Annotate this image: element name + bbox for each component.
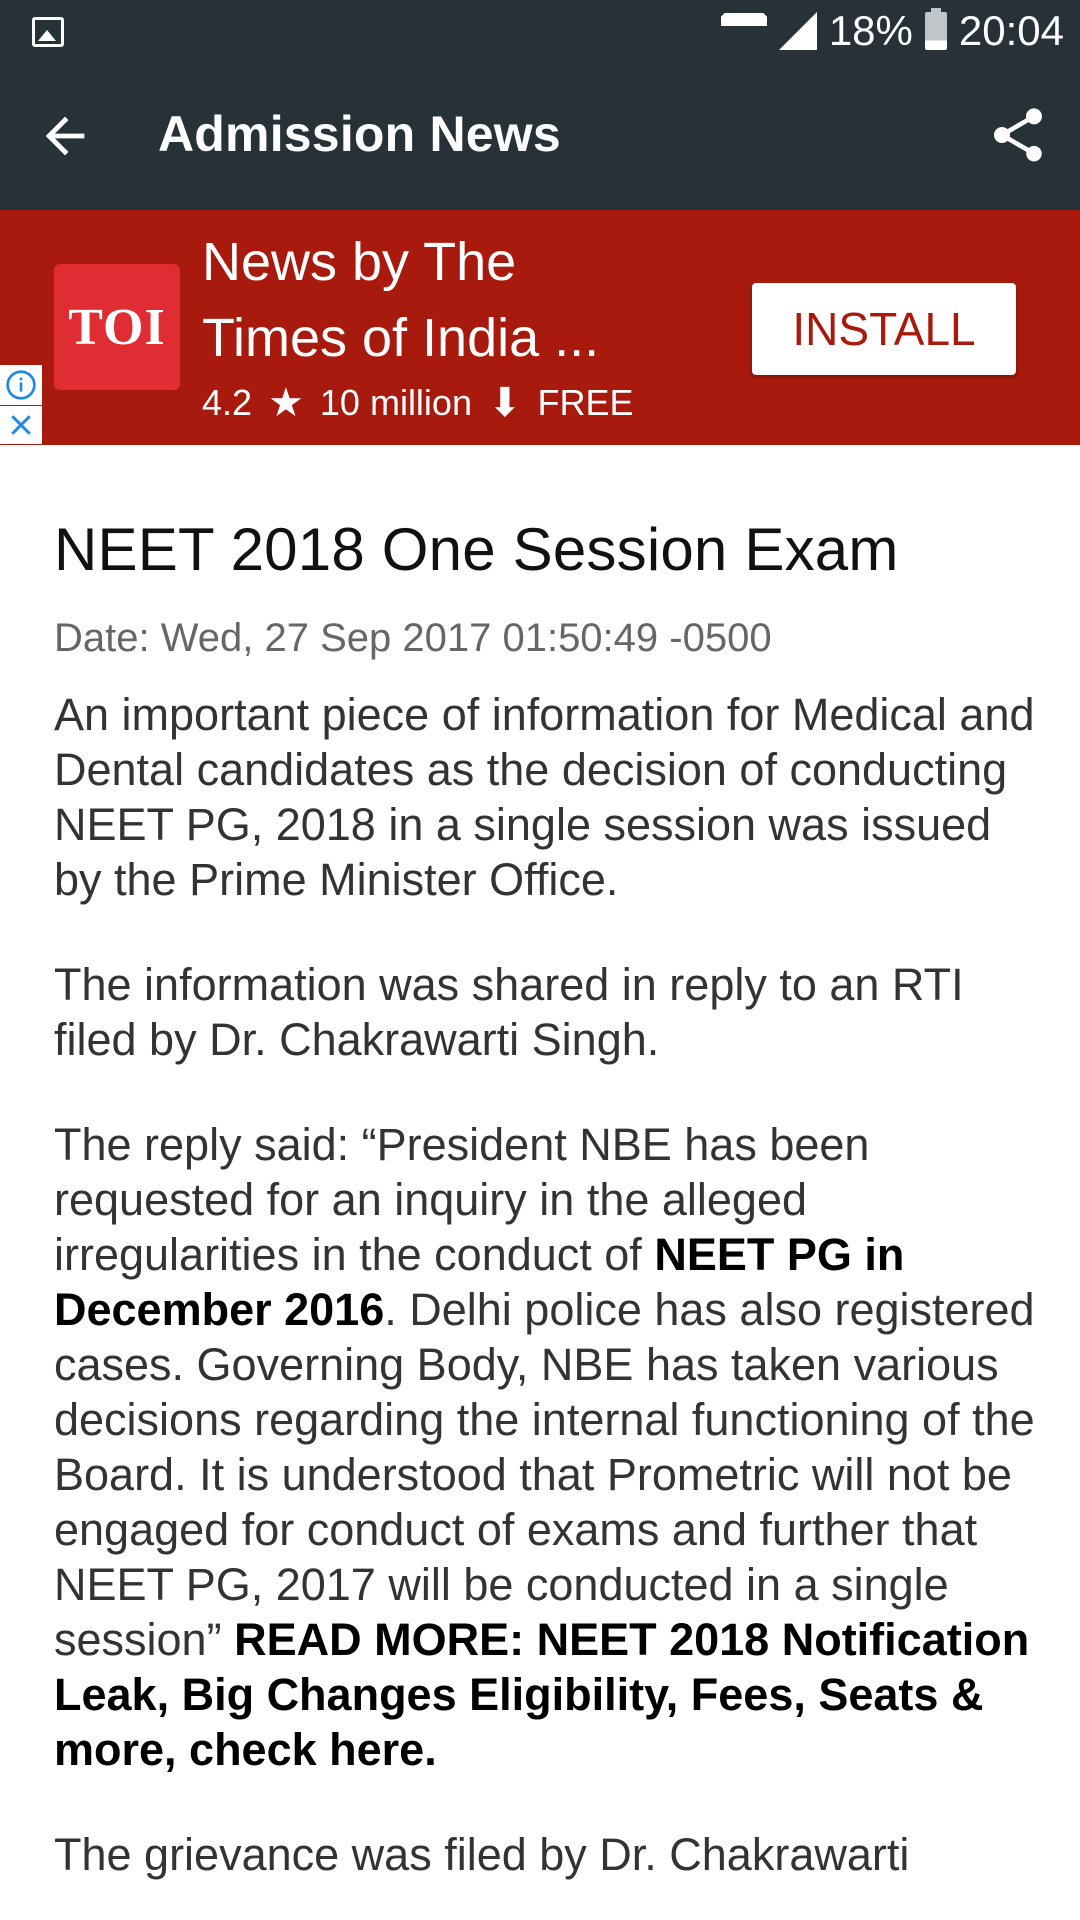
arrow-left-icon <box>36 107 94 165</box>
ad-downloads: 10 million <box>319 382 472 423</box>
app-bar <box>0 63 1080 210</box>
ad-title-line-2: Times of India ... <box>202 308 600 368</box>
clock: 20:04 <box>958 7 1064 54</box>
battery-percent: 18% <box>828 7 913 54</box>
toi-logo: TOI <box>54 264 180 390</box>
article-headline: NEET 2018 One Session Exam <box>54 516 899 583</box>
status-indicators <box>721 6 1064 56</box>
ad-rating: 4.2 <box>202 382 253 423</box>
page-title: Admission News <box>158 106 561 162</box>
article-paragraph-2: The information was shared in reply to an RTI filed by Dr. Chakrawarti Singh. <box>54 959 964 1065</box>
ad-title <box>202 224 722 376</box>
share-icon <box>986 103 1050 167</box>
paragraph-text: . Delhi police has also registered cases. Governing Body, NBE has taken various decisions regarding the internal functioning of the Board. It is understood that Prometric will not be engaged for conduct of exams and further that NEET PG, 2017 will be conducted in a single session” <box>54 1284 1035 1665</box>
install-button[interactable]: INSTALL <box>752 283 1016 375</box>
download-icon: ⬇ <box>487 381 522 425</box>
battery-icon <box>925 12 947 50</box>
article-date: Date: Wed, 27 Sep 2017 01:50:49 -0500 <box>54 616 772 660</box>
star-icon: ★ <box>268 381 304 425</box>
cell-signal-icon <box>779 12 817 50</box>
read-more-link[interactable]: READ MORE: NEET 2018 Notification Leak, Big Changes Eligibility, Fees, Seats & more, check here. <box>54 1614 1030 1775</box>
ad-close-button[interactable] <box>0 406 42 444</box>
paragraph-text: The reply said: “President NBE has been requested for an inquiry in the alleged irregularities in the conduct of <box>54 1119 870 1280</box>
article <box>54 445 1044 1882</box>
article-paragraph-4: The grievance was filed by Dr. Chakrawarti <box>54 1829 910 1880</box>
ad-title-line-1: News by The <box>202 232 517 292</box>
ad-banner[interactable] <box>0 210 1080 445</box>
share-button[interactable] <box>986 103 1050 167</box>
close-icon <box>6 410 36 440</box>
wifi-icon <box>721 13 767 49</box>
article-paragraph-3 <box>54 1117 1044 1777</box>
ad-price: FREE <box>537 382 634 423</box>
article-paragraph-1: An important piece of information for Medical and Dental candidates as the decision of conducting NEET PG, 2018 in a single session was issued by the Prime Minister Office. <box>54 689 1035 905</box>
bold-link-neet-pg[interactable]: NEET PG in December 2016 <box>54 1229 905 1335</box>
back-button[interactable] <box>36 107 110 167</box>
image-notification-icon <box>32 17 64 47</box>
ad-info-button[interactable] <box>0 365 42 405</box>
ad-meta <box>202 380 634 426</box>
info-icon <box>5 369 37 401</box>
status-bar <box>0 0 1080 63</box>
